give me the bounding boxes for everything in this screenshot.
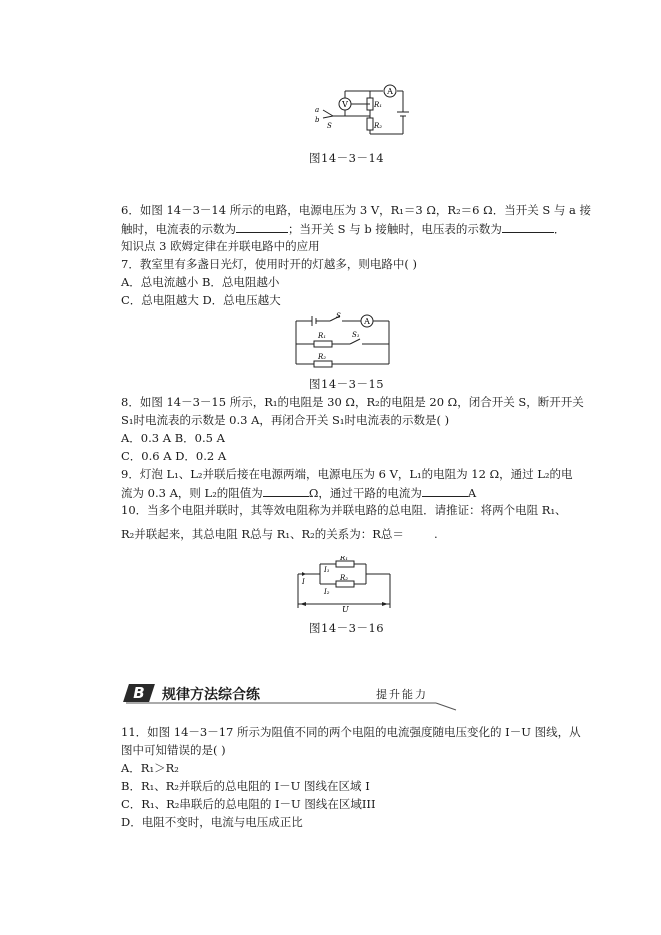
question-7-options-ab: A．总电流越小 B．总电阻越小 [121,275,280,289]
answer-blank[interactable] [422,484,468,497]
r1-label: R₁ [374,101,383,109]
question-11-option-c: C．R₁、R₂串联后的总电阻的 I－U 图线在区域III [121,797,376,811]
question-6-text-a: 触时，电流表的示数为 [121,222,236,236]
question-8-line-1: 8．如图 14－3－15 所示，R₁的电阻是 30 Ω，R₂的电阻是 20 Ω，闭合开关 S，断开开关 [121,395,584,409]
question-6-text-c: ． [553,222,566,236]
circuit-figure-14-3-14 [305,82,415,144]
r1-label: R₁ [318,332,327,340]
section-title: 规律方法综合练 [162,687,260,703]
i-label: I [302,578,305,586]
r2-label: R₂ [374,122,383,130]
r2-label: R₂ [318,353,327,361]
section-subtitle: 提升能力 [376,688,428,701]
question-10-line-1: 10．当多个电阻并联时，其等效电阻称为并联电路的总电阻．请推证：将两个电阻 R₁、 [121,503,567,517]
r1-label: R₁ [340,556,349,562]
i2-label: I₂ [324,588,330,596]
question-10-line-2 [121,526,438,542]
question-9-line-2 [121,484,476,501]
a-label: a [315,106,320,114]
circuit-figure-14-3-16 [294,556,396,612]
question-11-line-2: 图中可知错误的是( ) [121,743,226,757]
question-9-text-a: 流为 0.3 A，则 L₂的阻值为 [121,486,263,500]
question-7-options-cd: C．总电阻越大 D．总电压越大 [121,293,281,307]
question-11-line-1: 11．如图 14－3－17 所示为阻值不同的两个电阻的电流强度随电压变化的 I－U 图线，从 [121,725,581,739]
ammeter-label: A [364,317,370,326]
knowledge-point-3: 知识点 3 欧姆定律在并联电路中的应用 [121,239,320,253]
question-8-line-2: S₁时电流表的示数是 0.3 A，再闭合开关 S₁时电流表的示数是( ) [121,413,450,427]
question-9-text-b: Ω，通过干路的电流为 [308,486,422,500]
s-label: S [336,312,341,320]
i1-label: I₁ [324,566,330,574]
question-9-line-1: 9．灯泡 L₁、L₂并联后接在电源两端，电源电压为 6 V，L₁的电阻为 12 Ω，通过 L₂的电 [121,467,573,481]
section-letter: B [133,684,145,702]
voltmeter-label: V [342,100,348,109]
question-10-text: R₂并联起来，其总电阻 R总与 R₁、R₂的关系为：R总＝ [121,527,404,541]
question-9-text-c: A [467,486,477,500]
circuit-figure-14-3-15 [292,312,394,372]
s-label: S [327,122,332,130]
b-label: b [315,116,320,124]
s1-label: S₁ [352,331,360,339]
question-8-options-ab: A．0.3 A B．0.5 A [121,431,225,445]
question-11-option-b: B．R₁、R₂并联后的总电阻的 I－U 图线在区域 I [121,779,370,793]
answer-blank[interactable] [502,220,554,233]
question-6-line-1: 6．如图 14－3－14 所示的电路，电源电压为 3 V，R₁＝3 Ω，R₂＝6 Ω．当开关 S 与 a 接 [121,203,592,217]
answer-blank[interactable] [263,484,309,497]
ammeter-label: A [387,87,393,96]
question-8-options-cd: C．0.6 A D．0.2 A [121,449,227,463]
question-10-end: . [433,527,438,541]
answer-blank[interactable] [236,220,288,233]
question-11-option-a: A．R₁＞R₂ [121,761,179,775]
u-label: U [342,605,349,612]
question-6-text-b: ；当开关 S 与 b 接触时，电压表的示数为 [288,222,502,236]
r2-label: R₂ [340,574,349,582]
figure-caption-14-3-15: 图14－3－15 [309,377,385,391]
question-11-option-d: D．电阻不变时，电流与电压成正比 [121,815,303,829]
figure-caption-14-3-16: 图14－3－16 [309,621,385,635]
question-7-stem: 7．教室里有多盏日光灯，使用时开的灯越多，则电路中( ) [121,257,417,271]
question-6-line-2 [121,220,565,237]
figure-caption-14-3-14: 图14－3－14 [309,151,385,165]
section-underline [126,700,462,712]
